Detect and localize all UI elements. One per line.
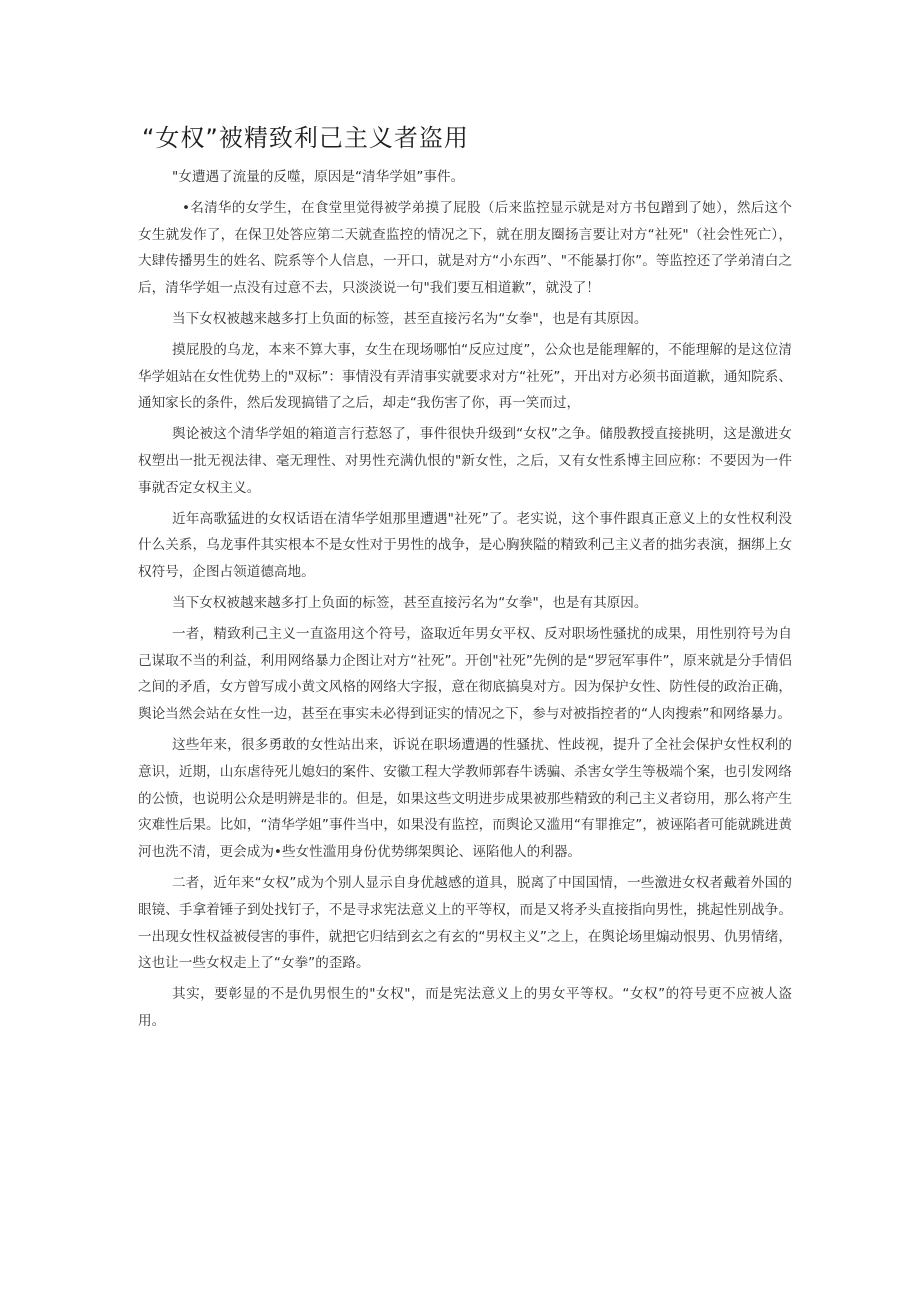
paragraph: 当下女权被越来越多打上负面的标签，甚至直接污名为“女拳"，也是有其原因。 (172, 310, 648, 327)
paragraph: 近年高歌猛进的女权话语在清华学姐那里遭遇"社死”了。老实说，这个事件跟真正意义上的女性权利没什么关系，乌龙事件其实根本不是女性对于男性的战争，是心胸狭隘的精致利己主义者的拙劣表演，捆绑上女权符号，企图占领道德高地。 (138, 510, 792, 581)
paragraph: 二者，近年来“女权”成为个别人显示自身优越感的道具，脱离了中国国情，一些激进女权者戴着外国的眼镜、手拿着锤子到处找钉子，不是寻求宪法意义上的平等权，而是又将矛头直接指向男性，挑起性别战争。一出现女性权益被侵害的事件，就把它归结到玄之有玄的“男权主义”之上，在舆论场里煽动恨男、仇男情绪，这也让一些女权走上了“女拳”的歪路。 (138, 874, 792, 972)
paragraph: 舆论被这个清华学姐的箱道言行惹怒了，事件很快升级到“女权”之争。储殷教授直接挑明，这是激进女权塑出一批无视法律、毫无理性、对男性充满仇恨的"新女性，之后，又有女性系博主回应称：不要因为一件事就否定女权主义。 (138, 426, 792, 496)
paragraph: 摸屁股的乌龙，本来不算大事，女生在现场哪怕“反应过度”，公众也是能理解的，不能理解的是这位清华学姐站在女性优势上的"双标”：事情没有弄清事实就要求对方“社死”，开出对方必须书面道歉，通知院系、通知家长的条件，然后发现搞错了之后，却走“我伤害了你，再一笑而过， (138, 341, 792, 412)
article-title: “女权”被精致利己主义者盗用 (142, 124, 469, 152)
paragraph: 一者，精致利己主义一直盗用这个符号，盗取近年男女平权、反对职场性骚扰的成果，用性别符号为自己谋取不当的利益，利用网络暴力企图让对方“社死”。开创"社死”先例的是“罗冠军事件”，原来就是分手情侣之间的矛盾，女方曾写成小黄文风格的网络大字报，意在彻底搞臭对方。因为保护女性、防性侵的政治正确，舆论当然会站在女性一边，甚至在事实未必得到证实的情况之下，参与对被指控者的“人肉搜索”和网络暴力。 (138, 625, 792, 723)
paragraph: •名清华的女学生，在食堂里觉得被学弟摸了屁股（后来监控显示就是对方书包蹭到了她），然后这个女生就发作了，在保卫处答应第二天就查监控的情况之下，就在朋友圈扬言要让对方“社死"（社会性死亡），大肆传播男生的姓名、院系等个人信息，一开口，就是对方“小东西”、"不能暴打你”。等监控还了学弟清白之后，清华学姐一点没有过意不去，只淡淡说一句"我们要互相道歉”，就没了！ (138, 199, 792, 297)
paragraph: 其实，要彰显的不是仇男恨生的"女权"，而是宪法意义上的男女平等权。“女权”的符号更不应被人盗用。 (138, 986, 792, 1029)
article-body (138, 164, 792, 1039)
paragraph: "女遭遇了流量的反噬，原因是“清华学姐”事件。 (172, 169, 465, 185)
paragraph: 这些年来，很多勇敢的女性站出来，诉说在职场遭遇的性骚扰、性歧视，提升了全社会保护女性权利的意识，近期，山东虐待死儿媳妇的案件、安徽工程大学教师郭春牛诱骗、杀害女学生等极端个案，也引发网络的公愤，也说明公众是明辨是非的。但是，如果这些文明进步成果被那些精致的利己主义者窃用，那么将产生灾难性后果。比如，“清华学姐”事件当中，如果没有监控，而舆论又滥用“有罪推定”，被诬陷者可能就跳进黄河也洗不清，更会成为•些女性滥用身份优势绑架舆论、诬陷他人的利器。 (138, 736, 792, 861)
paragraph: 当下女权被越来越多打上负面的标签，甚至直接污名为“女拳"，也是有其原因。 (172, 594, 648, 611)
